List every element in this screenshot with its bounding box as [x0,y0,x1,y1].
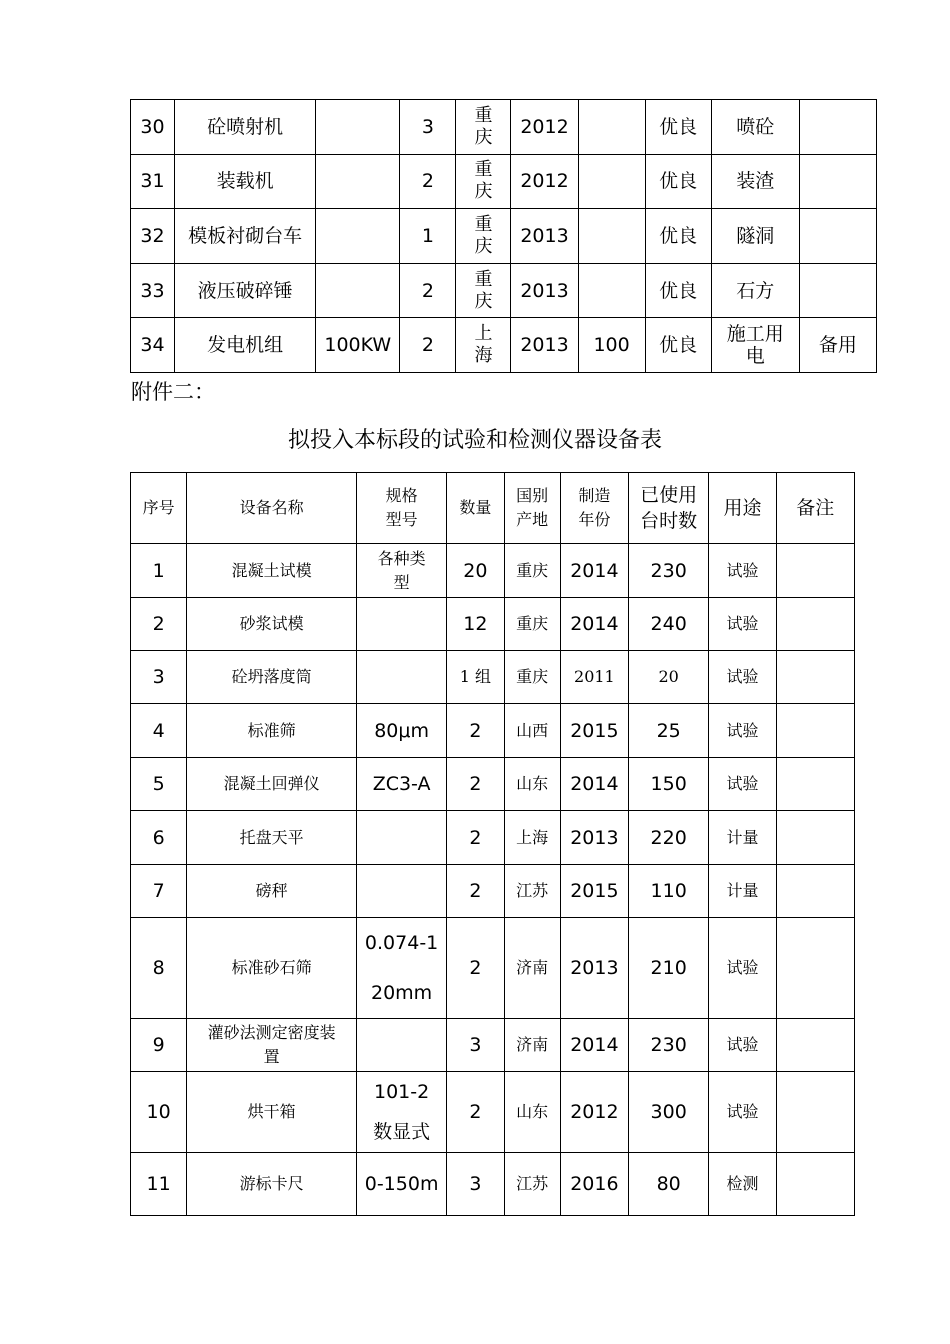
table-cell: 优良 [645,209,711,264]
column-header: 数量 [447,473,504,544]
table-cell: 试验 [709,598,776,651]
table-cell: 烘干箱 [187,1072,357,1153]
table-cell: 混凝土试模 [187,544,357,598]
table-cell: 2014 [560,544,628,598]
table-cell: 重庆 [456,263,511,318]
column-header: 备注 [776,473,854,544]
table-row [131,1153,855,1216]
table-cell: 试验 [709,704,776,758]
table-cell [578,100,645,155]
table-cell: 上海 [504,811,560,865]
table-row [131,865,855,918]
table-cell: 托盘天平 [187,811,357,865]
table-cell: 山东 [504,758,560,811]
table-cell: 20 [447,544,504,598]
table-cell: 灌砂法测定密度装置 [187,1019,357,1072]
table-cell: 重庆 [504,651,560,704]
table-row [131,598,855,651]
table-cell: 2016 [560,1153,628,1216]
test-instrument-table [130,472,855,1216]
table-row [131,758,855,811]
table-cell: 3 [131,651,187,704]
table-cell: 重庆 [456,100,511,155]
table-cell: 试验 [709,1072,776,1153]
table-cell: 试验 [709,544,776,598]
table-cell: ZC3-A [356,758,446,811]
table-cell: 300 [629,1072,709,1153]
table-cell: 2012 [511,154,578,209]
table-cell [316,209,400,264]
table-cell: 6 [131,811,187,865]
table-cell [799,154,876,209]
table-cell: 施工用电 [711,318,799,373]
table-cell: 2011 [560,651,628,704]
table-cell: 33 [131,263,175,318]
table-cell: 江苏 [504,865,560,918]
table-cell: 2013 [560,918,628,1019]
column-header: 设备名称 [187,473,357,544]
table-cell: 30 [131,100,175,155]
table-cell: 济南 [504,918,560,1019]
table-cell: 优良 [645,318,711,373]
table-cell: 试验 [709,651,776,704]
table-header-row [131,473,855,544]
table-cell: 装渣 [711,154,799,209]
table-cell: 1 组 [447,651,504,704]
table-cell: 2012 [560,1072,628,1153]
table-cell [799,100,876,155]
table-row [131,1072,855,1153]
table-row [131,544,855,598]
table-cell: 2 [447,918,504,1019]
table-row [131,1019,855,1072]
table-cell: 重庆 [456,209,511,264]
table-cell [776,758,854,811]
table-cell: 110 [629,865,709,918]
column-header: 已使用台时数 [629,473,709,544]
table-cell [578,263,645,318]
table-cell: 7 [131,865,187,918]
table-cell: 模板衬砌台车 [175,209,316,264]
table-cell: 5 [131,758,187,811]
column-header: 规格型号 [356,473,446,544]
table-cell: 0.074-120mm [356,918,446,1019]
table-cell: 210 [629,918,709,1019]
table-row [131,918,855,1019]
table-cell: 230 [629,1019,709,1072]
table-cell: 12 [447,598,504,651]
table-cell: 上海 [456,318,511,373]
table-cell: 240 [629,598,709,651]
page-title: 拟投入本标段的试验和检测仪器设备表 [287,428,662,453]
table-cell [578,209,645,264]
table-cell: 喷砼 [711,100,799,155]
table-cell: 2014 [560,598,628,651]
table-cell [776,1153,854,1216]
table-cell: 4 [131,704,187,758]
table-cell: 磅秤 [187,865,357,918]
table-cell: 2 [400,154,456,209]
table-cell: 砼坍落度筒 [187,651,357,704]
table-cell: 0-150m [356,1153,446,1216]
table-cell: 1 [400,209,456,264]
table-cell: 2 [447,758,504,811]
table-cell: 32 [131,209,175,264]
table-cell [316,154,400,209]
table-cell: 2014 [560,758,628,811]
column-header: 国别产地 [504,473,560,544]
table-row [131,154,877,209]
table-cell [776,1072,854,1153]
table-cell [776,811,854,865]
table-cell: 发电机组 [175,318,316,373]
table-cell: 80μm [356,704,446,758]
table-cell: 25 [629,704,709,758]
table-cell: 重庆 [504,598,560,651]
table-cell: 山西 [504,704,560,758]
equipment-table-continued [130,99,877,373]
table-cell: 31 [131,154,175,209]
table-cell: 隧洞 [711,209,799,264]
table-cell: 计量 [709,865,776,918]
table-cell: 2 [400,318,456,373]
table-cell: 9 [131,1019,187,1072]
table-cell: 试验 [709,1019,776,1072]
table-cell: 各种类型 [356,544,446,598]
table-cell: 2013 [511,263,578,318]
table-cell: 石方 [711,263,799,318]
table-cell: 装载机 [175,154,316,209]
table-cell: 优良 [645,263,711,318]
table-cell: 3 [447,1019,504,1072]
table-cell: 2015 [560,704,628,758]
table-cell: 优良 [645,100,711,155]
table-row [131,318,877,373]
table-cell: 济南 [504,1019,560,1072]
table-cell: 2 [447,704,504,758]
table-cell [776,598,854,651]
table-cell: 标准筛 [187,704,357,758]
table-cell [776,651,854,704]
table-cell [776,544,854,598]
table-cell: 混凝土回弹仪 [187,758,357,811]
table-cell [316,263,400,318]
table-cell: 1 [131,544,187,598]
table-row [131,263,877,318]
table-cell: 计量 [709,811,776,865]
table-cell [776,704,854,758]
column-header: 用途 [709,473,776,544]
table-cell: 重庆 [504,544,560,598]
section-label: 附件二： [131,380,215,404]
table-cell: 2 [447,811,504,865]
table-cell: 230 [629,544,709,598]
table-cell: 100KW [316,318,400,373]
table-cell: 2013 [511,318,578,373]
table-cell [776,1019,854,1072]
table-cell: 101-2数显式 [356,1072,446,1153]
table-cell: 220 [629,811,709,865]
table-cell: 江苏 [504,1153,560,1216]
table-cell: 标准砂石筛 [187,918,357,1019]
table-cell: 20 [629,651,709,704]
table-cell [356,651,446,704]
table-cell [356,865,446,918]
table-cell: 砼喷射机 [175,100,316,155]
table-cell [776,865,854,918]
table-cell: 11 [131,1153,187,1216]
table-cell: 34 [131,318,175,373]
table-cell: 2013 [511,209,578,264]
table-cell: 8 [131,918,187,1019]
table-cell: 2014 [560,1019,628,1072]
table-cell: 150 [629,758,709,811]
table-row [131,651,855,704]
table-cell: 山东 [504,1072,560,1153]
table-cell: 2012 [511,100,578,155]
table-cell: 10 [131,1072,187,1153]
table-cell: 2 [131,598,187,651]
table-cell: 液压破碎锤 [175,263,316,318]
table-cell [776,918,854,1019]
table-cell [799,263,876,318]
table-cell [356,811,446,865]
column-header: 制造年份 [560,473,628,544]
table-cell: 重庆 [456,154,511,209]
table-cell [356,1019,446,1072]
table-cell: 优良 [645,154,711,209]
table-row [131,811,855,865]
table-cell: 80 [629,1153,709,1216]
column-header: 序号 [131,473,187,544]
table-cell: 2015 [560,865,628,918]
table-cell: 2013 [560,811,628,865]
table-cell: 2 [447,1072,504,1153]
table-cell: 2 [447,865,504,918]
table-cell [356,598,446,651]
table-row [131,704,855,758]
table-cell: 砂浆试模 [187,598,357,651]
table-cell: 备用 [799,318,876,373]
table-cell [316,100,400,155]
table-cell [799,209,876,264]
table-cell: 2 [400,263,456,318]
table-cell: 游标卡尺 [187,1153,357,1216]
table-row [131,100,877,155]
table-row [131,209,877,264]
table-cell: 试验 [709,758,776,811]
table-cell: 3 [400,100,456,155]
table-cell [578,154,645,209]
table-cell: 100 [578,318,645,373]
table-cell: 3 [447,1153,504,1216]
table-cell: 试验 [709,918,776,1019]
table-cell: 检测 [709,1153,776,1216]
